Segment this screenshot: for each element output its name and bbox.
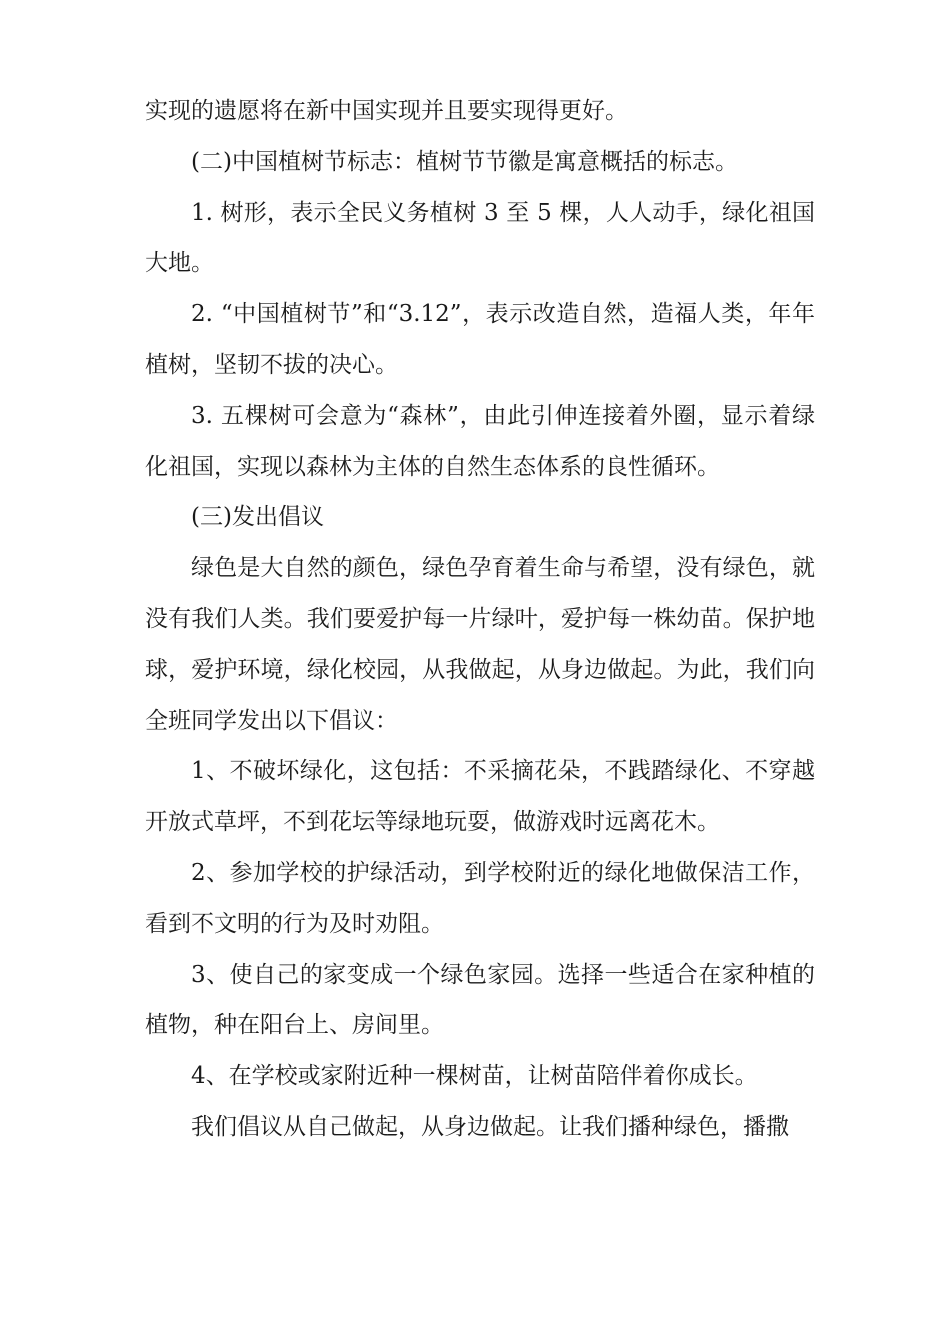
paragraph-continuation: 实现的遗愿将在新中国实现并且要实现得更好。 bbox=[145, 98, 628, 124]
paragraph-initiative-item-3: 3、使自己的家变成一个绿色家园。选择一些适合在家种植的植物，种在阳台上、房间里。 bbox=[145, 961, 815, 1039]
paragraph-emblem-item-1: 1. 树形，表示全民义务植树 3 至 5 棵，人人动手，绿化祖国大地。 bbox=[145, 199, 815, 277]
paragraph-initiative-item-2: 2、参加学校的护绿活动，到学校附近的绿化地做保洁工作，看到不文明的行为及时劝阻。 bbox=[145, 859, 815, 937]
paragraph-emblem-item-3: 3. 五棵树可会意为“森林”，由此引伸连接着外圈，显示着绿化祖国，实现以森林为主体的自然生态体系的良性循环。 bbox=[145, 402, 815, 480]
paragraph-initiative-intro: 绿色是大自然的颜色，绿色孕育着生命与希望，没有绿色，就没有我们人类。我们要爱护每一片绿叶，爱护每一株幼苗。保护地球，爱护环境，绿化校园，从我做起，从身边做起。为此，我们向全班同学发出以下倡议： bbox=[145, 555, 815, 734]
paragraph-closing: 我们倡议从自己做起，从身边做起。让我们播种绿色，播撒 bbox=[191, 1113, 789, 1140]
section-heading-initiative: (三)发出倡议 bbox=[191, 504, 324, 531]
paragraph-initiative-item-4: 4、在学校或家附近种一棵树苗，让树苗陪伴着你成长。 bbox=[191, 1063, 758, 1090]
section-heading-emblem: (二)中国植树节标志：植树节节徽是寓意概括的标志。 bbox=[191, 148, 738, 175]
paragraph-emblem-item-2: 2. “中国植树节”和“3.12”，表示改造自然，造福人类，年年植树，坚韧不拔的决心。 bbox=[145, 301, 815, 378]
document-body bbox=[145, 86, 815, 1153]
paragraph-initiative-item-1: 1、不破坏绿化，这包括：不采摘花朵，不践踏绿化、不穿越开放式草坪，不到花坛等绿地玩耍，做游戏时远离花木。 bbox=[145, 758, 815, 836]
